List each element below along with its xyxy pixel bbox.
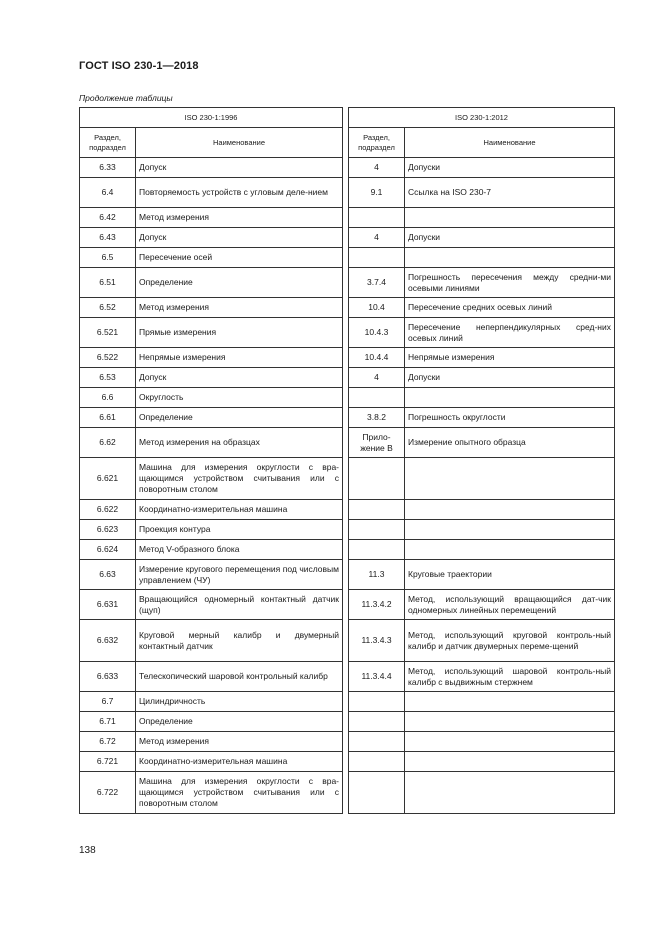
page-number: 138 xyxy=(79,845,96,856)
col-header-section-left: Раздел, подраздел xyxy=(80,128,136,158)
left-name-cell: Машина для измерения округлости с вра-щающимся устройством считывания или с поворотным столом xyxy=(136,772,343,814)
left-section-cell: 6.522 xyxy=(80,348,136,368)
right-section-cell: 4 xyxy=(349,158,405,178)
right-name-cell xyxy=(405,752,615,772)
left-name-cell: Координатно-измерительная машина xyxy=(136,500,343,520)
left-name-cell: Координатно-измерительная машина xyxy=(136,752,343,772)
left-name-cell: Определение xyxy=(136,268,343,298)
left-name-cell: Допуск xyxy=(136,158,343,178)
table-row xyxy=(80,388,615,408)
left-name-cell: Круговой мерный калибр и двумерный контактный датчик xyxy=(136,620,343,662)
right-name-cell: Пересечение средних осевых линий xyxy=(405,298,615,318)
right-name-cell xyxy=(405,520,615,540)
table-row xyxy=(80,662,615,692)
right-name-cell: Допуски xyxy=(405,368,615,388)
left-section-cell: 6.721 xyxy=(80,752,136,772)
right-section-cell: 3.8.2 xyxy=(349,408,405,428)
table-row xyxy=(80,540,615,560)
right-section-cell: 11.3.4.2 xyxy=(349,590,405,620)
right-name-cell: Ссылка на ISO 230-7 xyxy=(405,178,615,208)
right-section-cell xyxy=(349,752,405,772)
left-section-cell: 6.623 xyxy=(80,520,136,540)
std-left-header: ISO 230-1:1996 xyxy=(80,108,343,128)
right-name-cell xyxy=(405,248,615,268)
left-section-cell: 6.621 xyxy=(80,458,136,500)
left-name-cell: Непрямые измерения xyxy=(136,348,343,368)
table-row xyxy=(80,248,615,268)
table-row xyxy=(80,732,615,752)
left-name-cell: Метод измерения xyxy=(136,208,343,228)
table-row xyxy=(80,428,615,458)
right-section-cell: 9.1 xyxy=(349,178,405,208)
left-section-cell: 6.521 xyxy=(80,318,136,348)
right-section-cell xyxy=(349,208,405,228)
left-name-cell: Метод измерения на образцах xyxy=(136,428,343,458)
right-name-cell: Погрешность пересечения между средни-ми осевыми линиями xyxy=(405,268,615,298)
table-row xyxy=(80,458,615,500)
left-name-cell: Телескопический шаровой контрольный калибр xyxy=(136,662,343,692)
table-row xyxy=(80,368,615,388)
right-name-cell: Пересечение неперпендикулярных сред-них осевых линий xyxy=(405,318,615,348)
right-section-cell: 10.4.3 xyxy=(349,318,405,348)
left-section-cell: 6.632 xyxy=(80,620,136,662)
right-name-cell xyxy=(405,732,615,752)
left-section-cell: 6.631 xyxy=(80,590,136,620)
left-section-cell: 6.722 xyxy=(80,772,136,814)
table-row xyxy=(80,620,615,662)
right-name-cell xyxy=(405,208,615,228)
table-row xyxy=(80,348,615,368)
table-row xyxy=(80,772,615,814)
right-name-cell: Метод, использующий вращающийся дат-чик одномерных линейных перемещений xyxy=(405,590,615,620)
table-row xyxy=(80,520,615,540)
left-name-cell: Допуск xyxy=(136,368,343,388)
table-row xyxy=(80,692,615,712)
left-section-cell: 6.42 xyxy=(80,208,136,228)
left-section-cell: 6.43 xyxy=(80,228,136,248)
col-header-section-right: Раздел, подраздел xyxy=(349,128,405,158)
table-row xyxy=(80,298,615,318)
left-name-cell: Метод V-образного блока xyxy=(136,540,343,560)
right-section-cell: 3.7.4 xyxy=(349,268,405,298)
right-name-cell: Метод, использующий шаровой контроль-ный калибр с выдвижным стержнем xyxy=(405,662,615,692)
left-name-cell: Измерение кругового перемещения под числовым управлением (ЧУ) xyxy=(136,560,343,590)
left-name-cell: Цилиндричность xyxy=(136,692,343,712)
left-section-cell: 6.5 xyxy=(80,248,136,268)
right-section-cell: 4 xyxy=(349,368,405,388)
col-header-name-left: Наименование xyxy=(136,128,343,158)
left-section-cell: 6.63 xyxy=(80,560,136,590)
right-name-cell xyxy=(405,692,615,712)
right-name-cell xyxy=(405,388,615,408)
left-section-cell: 6.72 xyxy=(80,732,136,752)
left-section-cell: 6.53 xyxy=(80,368,136,388)
left-name-cell: Машина для измерения округлости с вра-щающимся устройством считывания или с поворотным столом xyxy=(136,458,343,500)
left-name-cell: Пересечение осей xyxy=(136,248,343,268)
right-section-cell: 11.3.4.4 xyxy=(349,662,405,692)
table-row xyxy=(80,590,615,620)
left-name-cell: Повторяемость устройств с угловым деле-нием xyxy=(136,178,343,208)
left-name-cell: Допуск xyxy=(136,228,343,248)
right-name-cell xyxy=(405,458,615,500)
right-name-cell: Погрешность округлости xyxy=(405,408,615,428)
left-section-cell: 6.4 xyxy=(80,178,136,208)
right-name-cell xyxy=(405,772,615,814)
table-row xyxy=(80,178,615,208)
left-name-cell: Метод измерения xyxy=(136,298,343,318)
left-section-cell: 6.62 xyxy=(80,428,136,458)
right-section-cell xyxy=(349,520,405,540)
table-row xyxy=(80,752,615,772)
left-name-cell: Округлость xyxy=(136,388,343,408)
right-section-cell xyxy=(349,458,405,500)
right-section-cell: 4 xyxy=(349,228,405,248)
std-right-header: ISO 230-1:2012 xyxy=(349,108,615,128)
left-section-cell: 6.624 xyxy=(80,540,136,560)
table-row xyxy=(80,408,615,428)
table-row xyxy=(80,268,615,298)
right-name-cell xyxy=(405,500,615,520)
right-name-cell xyxy=(405,540,615,560)
left-name-cell: Определение xyxy=(136,712,343,732)
table-row xyxy=(80,158,615,178)
table-row xyxy=(80,318,615,348)
correspondence-table xyxy=(79,107,615,814)
right-name-cell: Измерение опытного образца xyxy=(405,428,615,458)
left-name-cell: Проекция контура xyxy=(136,520,343,540)
right-name-cell: Метод, использующий круговой контроль-ный калибр и датчик двумерных переме-щений xyxy=(405,620,615,662)
right-section-cell xyxy=(349,692,405,712)
table-caption: Продолжение таблицы xyxy=(79,93,173,103)
table-row xyxy=(80,712,615,732)
left-section-cell: 6.33 xyxy=(80,158,136,178)
right-section-cell: 10.4.4 xyxy=(349,348,405,368)
right-section-cell: 10.4 xyxy=(349,298,405,318)
right-section-cell xyxy=(349,248,405,268)
document-title: ГОСТ ISO 230-1—2018 xyxy=(79,60,199,72)
right-section-cell xyxy=(349,712,405,732)
left-section-cell: 6.622 xyxy=(80,500,136,520)
table-row xyxy=(80,500,615,520)
table-row xyxy=(80,560,615,590)
left-section-cell: 6.61 xyxy=(80,408,136,428)
left-section-cell: 6.71 xyxy=(80,712,136,732)
right-section-cell xyxy=(349,388,405,408)
right-name-cell: Непрямые измерения xyxy=(405,348,615,368)
right-section-cell: 11.3 xyxy=(349,560,405,590)
left-section-cell: 6.51 xyxy=(80,268,136,298)
left-section-cell: 6.633 xyxy=(80,662,136,692)
table-row xyxy=(80,228,615,248)
right-name-cell: Круговые траектории xyxy=(405,560,615,590)
left-section-cell: 6.6 xyxy=(80,388,136,408)
col-header-name-right: Наименование xyxy=(405,128,615,158)
right-section-cell xyxy=(349,732,405,752)
right-name-cell xyxy=(405,712,615,732)
left-name-cell: Метод измерения xyxy=(136,732,343,752)
right-section-cell xyxy=(349,772,405,814)
table-row xyxy=(80,208,615,228)
right-name-cell: Допуски xyxy=(405,228,615,248)
right-name-cell: Допуски xyxy=(405,158,615,178)
right-section-cell xyxy=(349,540,405,560)
left-name-cell: Определение xyxy=(136,408,343,428)
left-name-cell: Прямые измерения xyxy=(136,318,343,348)
left-section-cell: 6.52 xyxy=(80,298,136,318)
table-body xyxy=(80,158,615,814)
right-section-cell: 11.3.4.3 xyxy=(349,620,405,662)
left-name-cell: Вращающийся одномерный контактный датчик (щуп) xyxy=(136,590,343,620)
right-section-cell xyxy=(349,500,405,520)
right-section-cell: Прило-жение В xyxy=(349,428,405,458)
left-section-cell: 6.7 xyxy=(80,692,136,712)
